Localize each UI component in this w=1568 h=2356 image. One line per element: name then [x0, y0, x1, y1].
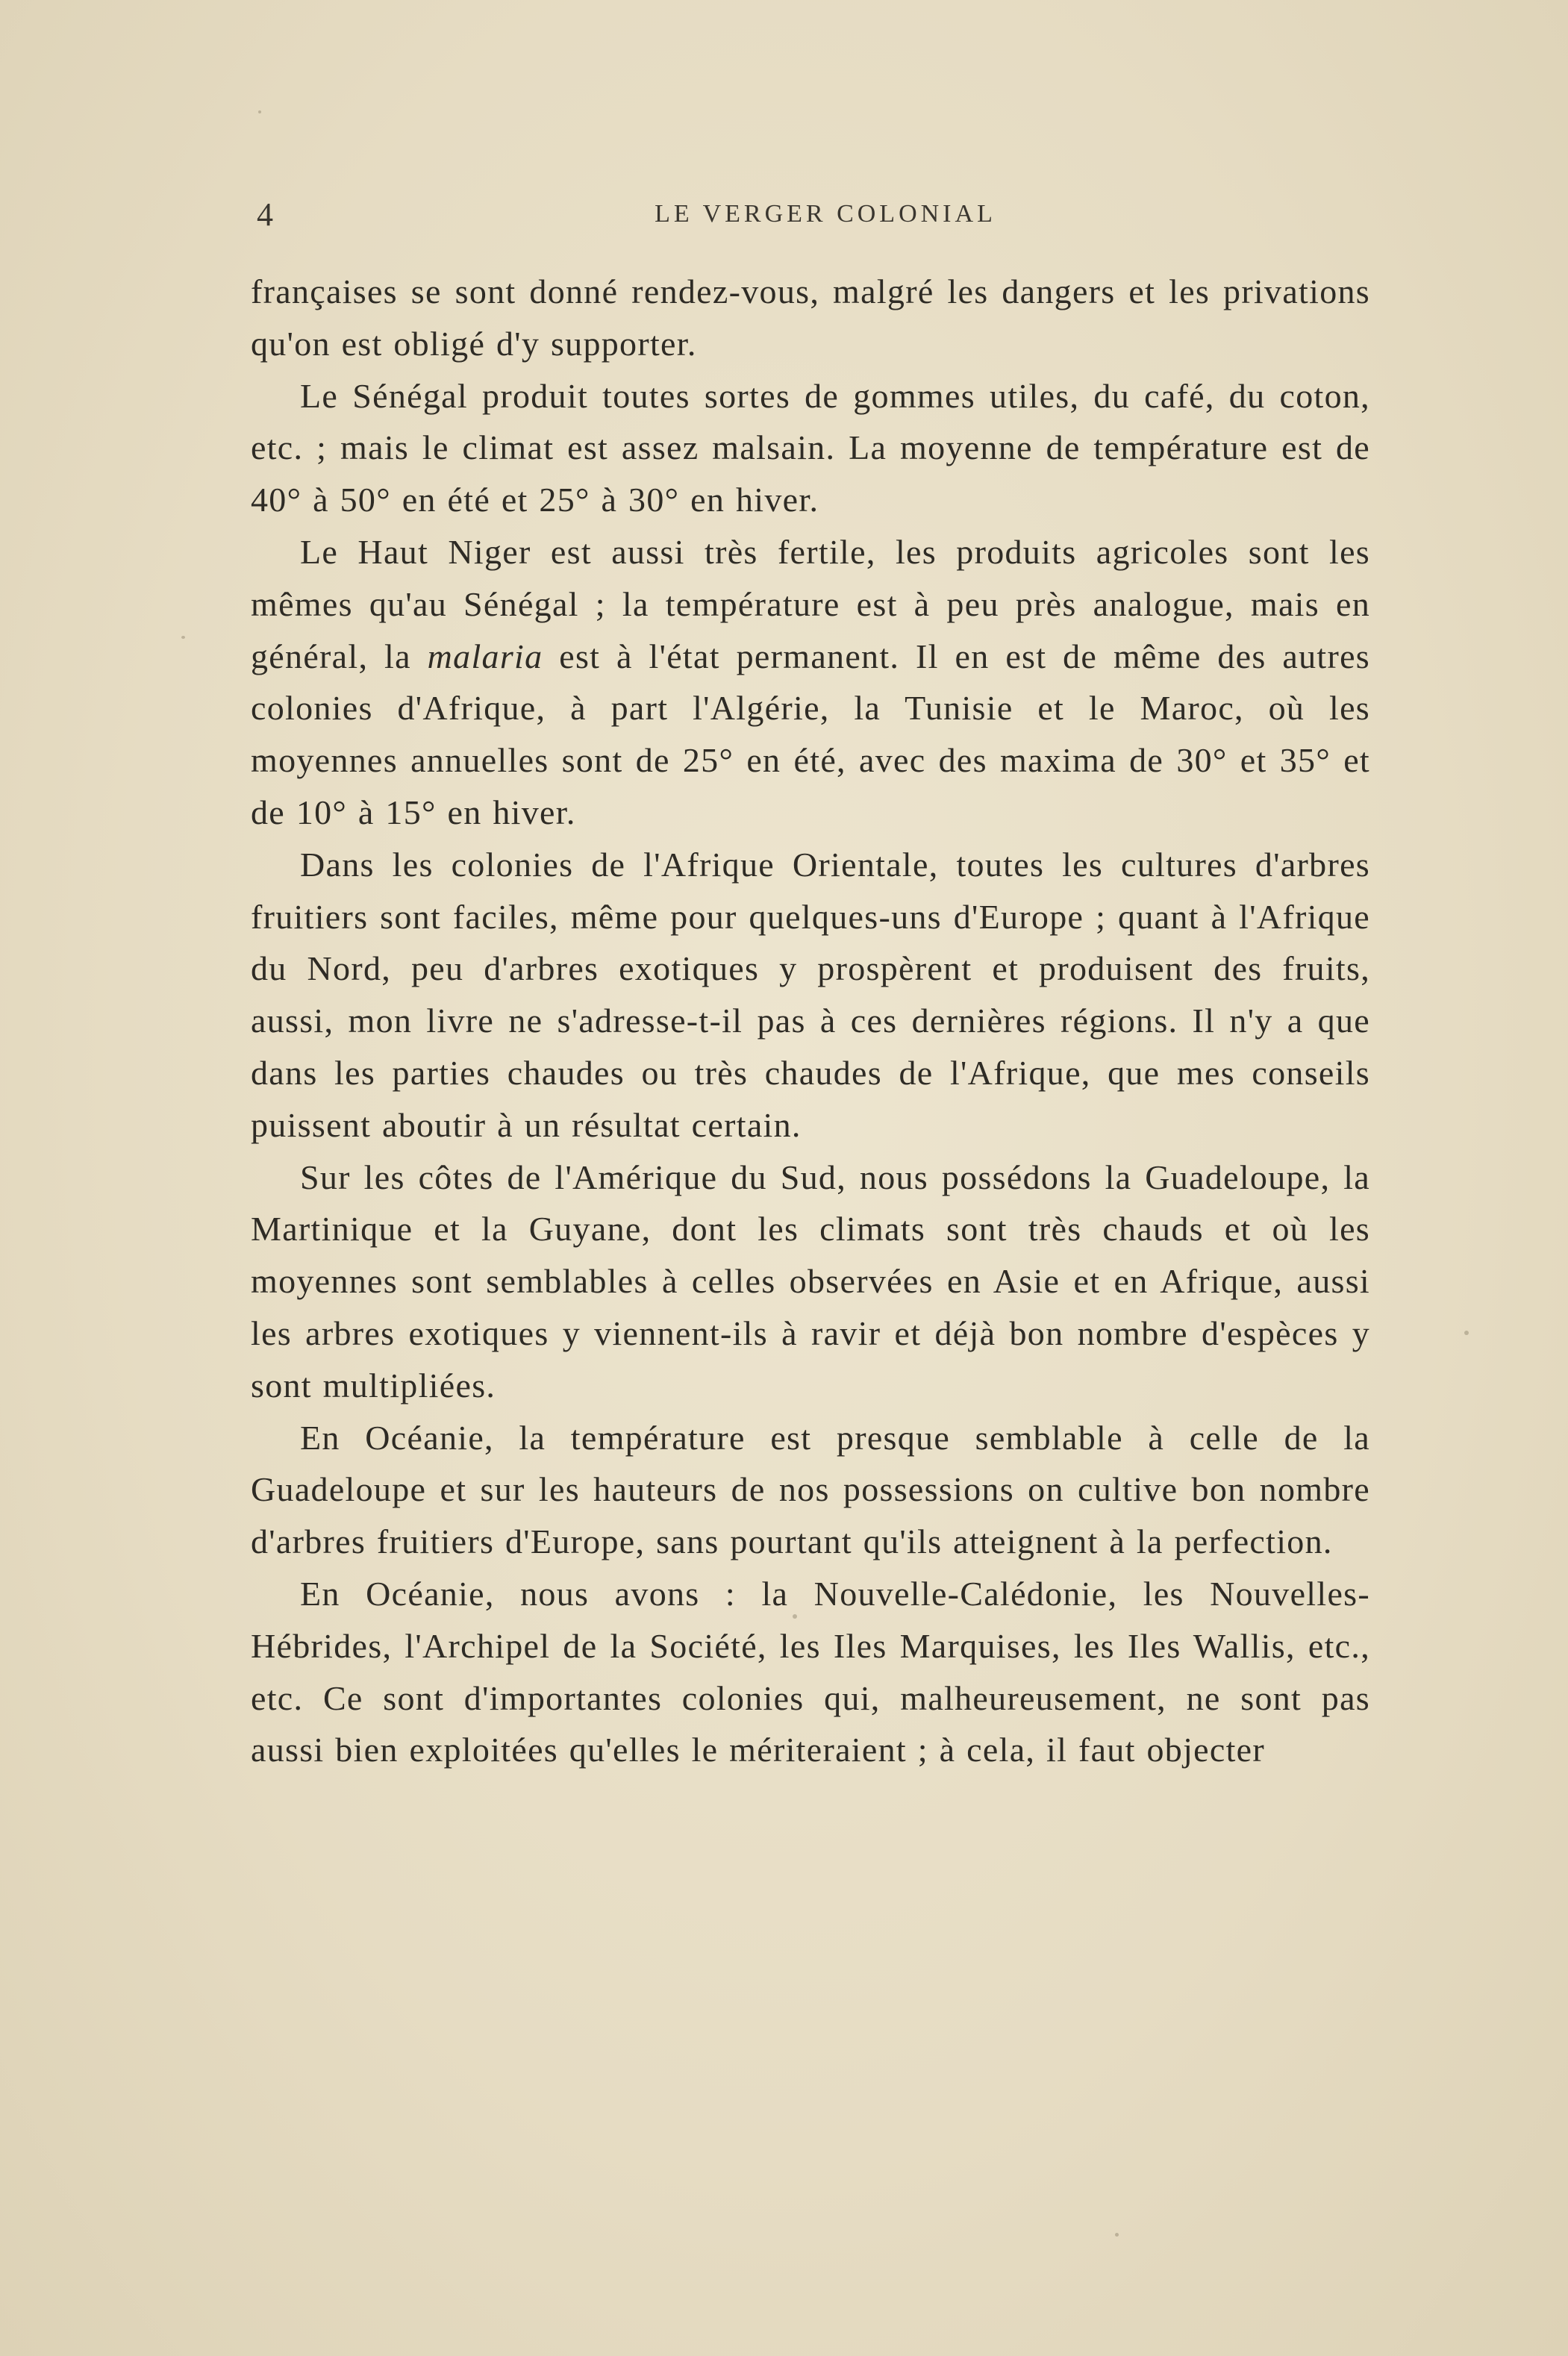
paragraph-oceanie-possessions: En Océanie, nous avons : la Nouvelle-Calédonie, les Nouvelles-Hébrides, l'Archipel de la Société, les Iles Marquises, les Iles Wallis, etc., etc. Ce sont d'importantes colonies qui, malheureusement, ne sont pas aussi bien exploitées qu'elles le mériteraient ; à cela, il faut objecter [251, 1574, 1370, 1769]
body-text [251, 266, 1370, 1776]
italic-term: malaria [427, 637, 543, 675]
paragraph-text-after: est à l'état permanent. Il en est de même des autres colonies d'Afrique, à part l'Algérie, la Tunisie et le Maroc, où les moyennes annuelles sont de 25° en été, avec des maxima de 30° et 35° et de 10° à 15° en hiver. [251, 637, 1370, 831]
paper-speck [258, 110, 261, 113]
paragraph-continuation: françaises se sont donné rendez-vous, malgré les dangers et les privations qu'on est obligé d'y supporter. [251, 272, 1370, 363]
paper-speck [1115, 2233, 1119, 2237]
paragraph-oceanie-temperature: En Océanie, la température est presque semblable à celle de la Guadeloupe et sur les hauteurs de nos possessions on cultive bon nombre d'arbres fruitiers d'Europe, sans pourtant qu'ils atteignent à la perfection. [251, 1418, 1370, 1561]
running-head [251, 196, 1370, 233]
page-number: 4 [257, 196, 273, 233]
running-title: LE VERGER COLONIAL [655, 200, 996, 228]
paragraph-afrique-orientale: Dans les colonies de l'Afrique Orientale, toutes les cultures d'arbres fruitiers sont faciles, même pour quelques-uns d'Europe ; quant à l'Afrique du Nord, peu d'arbres exotiques y prospèrent et produisent des fruits, aussi, mon livre ne s'adresse-t-il pas à ces dernières régions. Il n'y a que dans les parties chaudes ou très chaudes de l'Afrique, que mes conseils puissent aboutir à un résultat certain. [251, 845, 1370, 1144]
paragraph-haut-niger [251, 526, 1370, 839]
paragraph-senegal: Le Sénégal produit toutes sortes de gommes utiles, du café, du coton, etc. ; mais le climat est assez malsain. La moyenne de température est de 40° à 50° en été et 25° à 30° en hiver. [251, 376, 1370, 519]
paper-speck [181, 636, 185, 639]
paragraph-text-before: Le Haut Niger est aussi très fertile, les produits agricoles sont les mêmes qu'au Sénégal ; la température est à peu près analogue, mais en général, la [251, 532, 1370, 675]
paragraph-amerique-du-sud: Sur les côtes de l'Amérique du Sud, nous possédons la Guadeloupe, la Martinique et la Guyane, dont les climats sont très chauds et où les moyennes sont semblables à celles observées en Asie et en Afrique, aussi les arbres exotiques y viennent-ils à ravir et déjà bon nombre d'espèces y sont multipliées. [251, 1157, 1370, 1404]
paper-speck [1464, 1331, 1469, 1335]
paper-speck [793, 1614, 797, 1619]
